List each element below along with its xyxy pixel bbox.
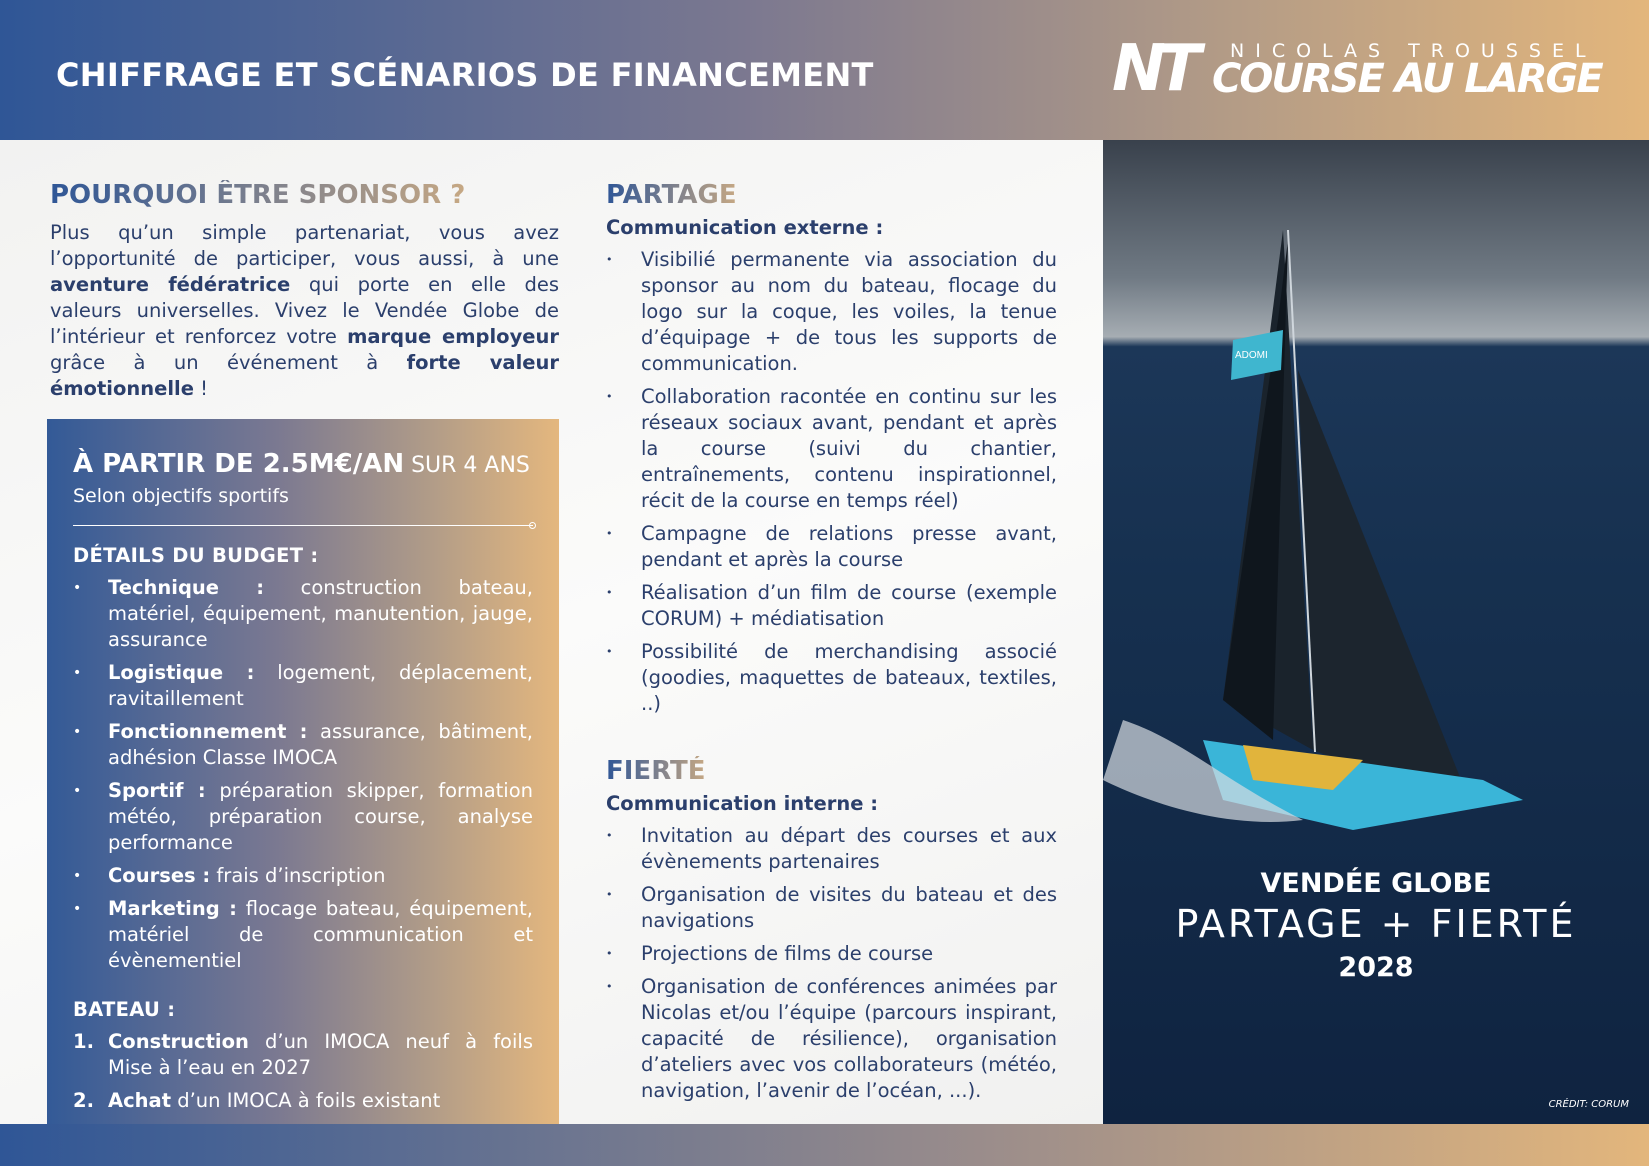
partage-subtitle: Communication externe : [606,216,884,239]
why-sponsor-section [50,180,559,402]
list-item: • Collaboration racontée en continu sur les réseaux sociaux avant, pendant et après la course (suivi du chantier, entraînements, contenu inspirationnel, récit de la course en temps réel) [606,384,1057,514]
logo-initials: NT [1112,32,1194,106]
footer-bar [0,1124,1649,1166]
page-title: CHIFFRAGE ET SCÉNARIOS DE FINANCEMENT [56,56,874,94]
why-sponsor-title: POURQUOI ÊTRE SPONSOR ? [50,180,466,210]
header-banner [0,0,1649,140]
photo-line3: 2028 [1338,952,1414,983]
jib [1298,370,1473,810]
list-item: 1. Construction d’un IMOCA neuf à foils Mise à l’eau en 2027 [73,1029,533,1081]
list-item: • Campagne de relations presse avant, pendant et après la course [606,521,1057,573]
boat-list [73,1029,533,1114]
photo-line2: PARTAGE + FIERTÉ [1175,902,1577,946]
photo-line1: VENDÉE GLOBE [1260,868,1492,899]
svg-text:ADOMI: ADOMI [1235,350,1268,361]
fierte-list [606,823,1057,1104]
list-item: • Sportif : préparation skipper, formation météo, préparation course, analyse performance [73,778,533,856]
logo-name: NICOLAS TROUSSEL [1230,40,1597,62]
divider [73,525,533,526]
partage-section [606,180,1057,1111]
sailboat-photo [1103,140,1649,1124]
logo [1112,32,1602,106]
list-item: • Possibilité de merchandising associé (goodies, maquettes de bateaux, textiles, ..) [606,639,1057,717]
list-item: • Invitation au départ des courses et aux évènements partenaires [606,823,1057,875]
list-item: • Organisation de conférences animées par Nicolas et/ou l’équipe (parcours inspirant, capacité de résilience), organisation d’ateliers avec vos collaborateurs (météo, navigation, l’avenir de l’océan, ...). [606,974,1057,1104]
logo-tagline: COURSE AU LARGE [1212,56,1602,102]
fierte-subtitle: Communication interne : [606,792,879,815]
list-item: • Projections de films de course [606,941,1057,967]
list-item: • Visibilié permanente via association du sponsor au nom du bateau, flocage du logo sur la coque, les voiles, la tenue d’équipage + de tous les supports de communication. [606,247,1057,377]
budget-details-title: DÉTAILS DU BUDGET : [73,544,319,567]
partage-title: PARTAGE [606,180,737,210]
list-item: • Technique : construction bateau, matériel, équipement, manutention, jauge, assurance [73,575,533,653]
boat-title: BATEAU : [73,998,176,1021]
why-sponsor-text: Plus qu’un simple partenariat, vous avez l’opportunité de participer, vous aussi, à une aventure fédératrice qui porte en elle des valeurs universelles. Vivez le Vendée Globe de l’intérieur et renforcez votre marque employeur grâce à un événement à forte valeur émotionnelle ! [50,221,559,400]
list-item: • Logistique : logement, déplacement, ravitaillement [73,660,533,712]
list-item: 2. Achat d’un IMOCA à foils existant [73,1088,533,1114]
budget-subtitle: Selon objectifs sportifs [73,485,289,507]
fierte-title: FIERTÉ [606,756,706,786]
list-item: • Courses : frais d’inscription [73,863,533,889]
photo-credit: CRÉDIT: CORUM [1548,1099,1629,1110]
partage-list [606,247,1057,717]
list-item: • Fonctionnement : assurance, bâtiment, adhésion Classe IMOCA [73,719,533,771]
budget-list [73,575,533,974]
list-item: • Marketing : flocage bateau, équipement, matériel de communication et évènementiel [73,896,533,974]
budget-panel [47,419,559,1124]
list-item: • Réalisation d’un film de course (exemple CORUM) + médiatisation [606,580,1057,632]
list-item: • Organisation de visites du bateau et des navigations [606,882,1057,934]
budget-price: À PARTIR DE 2.5M€/AN SUR 4 ANS [73,449,530,479]
